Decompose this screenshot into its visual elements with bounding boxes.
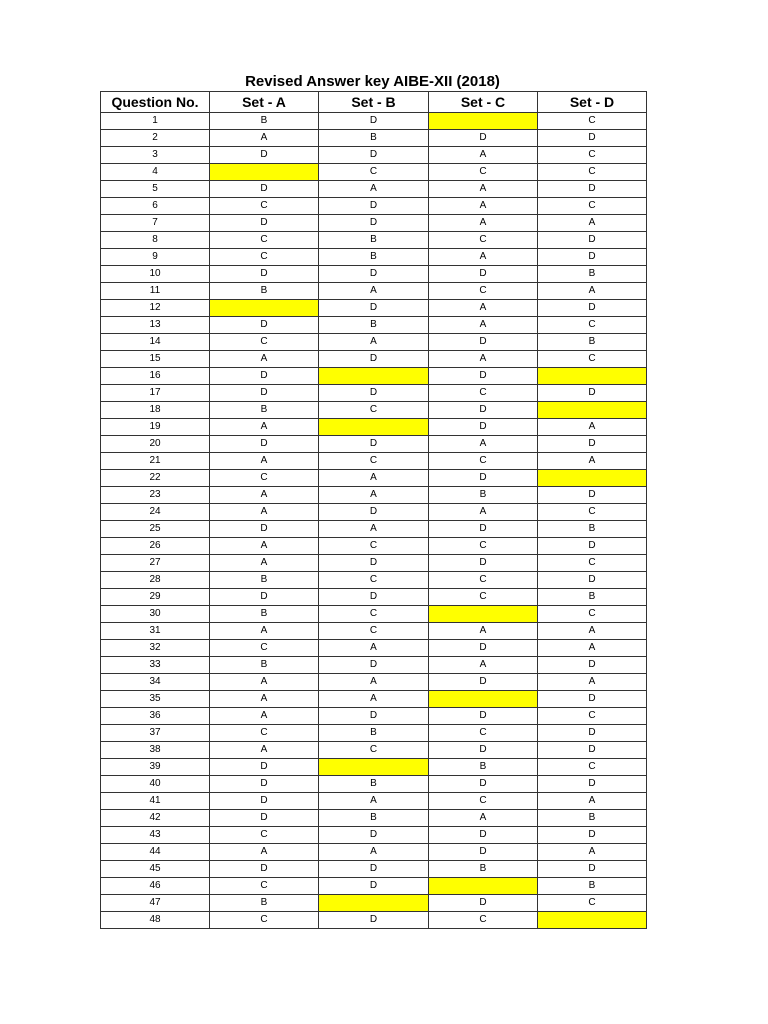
set-a-cell: B xyxy=(210,657,319,674)
table-row xyxy=(101,521,647,538)
question-no-cell: 42 xyxy=(101,810,210,827)
set-a-cell: C xyxy=(210,232,319,249)
set-a-cell: C xyxy=(210,912,319,929)
set-d-cell: C xyxy=(538,708,647,725)
highlighted-empty-cell xyxy=(538,470,647,487)
set-c-cell: A xyxy=(429,623,538,640)
table-row xyxy=(101,759,647,776)
set-c-cell: D xyxy=(429,895,538,912)
set-d-cell: D xyxy=(538,436,647,453)
question-no-cell: 46 xyxy=(101,878,210,895)
set-a-cell: A xyxy=(210,130,319,147)
question-no-cell: 22 xyxy=(101,470,210,487)
set-d-cell: C xyxy=(538,759,647,776)
table-row xyxy=(101,419,647,436)
set-d-cell: D xyxy=(538,691,647,708)
highlighted-empty-cell xyxy=(538,402,647,419)
set-c-cell: A xyxy=(429,147,538,164)
highlighted-empty-cell xyxy=(319,895,429,912)
set-a-cell: A xyxy=(210,844,319,861)
set-d-cell: C xyxy=(538,895,647,912)
question-no-cell: 26 xyxy=(101,538,210,555)
table-row xyxy=(101,640,647,657)
set-c-cell: D xyxy=(429,674,538,691)
set-b-cell: C xyxy=(319,742,429,759)
set-c-cell: D xyxy=(429,334,538,351)
set-d-cell: B xyxy=(538,589,647,606)
set-b-cell: A xyxy=(319,487,429,504)
question-no-cell: 43 xyxy=(101,827,210,844)
set-b-cell: D xyxy=(319,708,429,725)
set-d-cell: A xyxy=(538,793,647,810)
set-d-cell: B xyxy=(538,266,647,283)
question-no-cell: 45 xyxy=(101,861,210,878)
question-no-cell: 39 xyxy=(101,759,210,776)
set-b-cell: C xyxy=(319,453,429,470)
table-row xyxy=(101,589,647,606)
set-a-cell: D xyxy=(210,368,319,385)
set-d-cell: D xyxy=(538,742,647,759)
set-b-cell: D xyxy=(319,504,429,521)
set-d-cell: D xyxy=(538,861,647,878)
set-c-cell: C xyxy=(429,538,538,555)
table-row xyxy=(101,385,647,402)
set-c-cell: C xyxy=(429,453,538,470)
set-b-cell: A xyxy=(319,674,429,691)
question-no-cell: 11 xyxy=(101,283,210,300)
set-d-cell: D xyxy=(538,130,647,147)
set-c-cell: D xyxy=(429,640,538,657)
question-no-cell: 37 xyxy=(101,725,210,742)
question-no-cell: 27 xyxy=(101,555,210,572)
set-d-cell: A xyxy=(538,283,647,300)
question-no-cell: 19 xyxy=(101,419,210,436)
table-row xyxy=(101,232,647,249)
set-c-cell: B xyxy=(429,861,538,878)
table-row xyxy=(101,215,647,232)
set-d-cell: A xyxy=(538,640,647,657)
set-b-cell: D xyxy=(319,385,429,402)
set-c-cell: D xyxy=(429,521,538,538)
table-row xyxy=(101,606,647,623)
set-a-cell: D xyxy=(210,215,319,232)
set-c-cell: B xyxy=(429,759,538,776)
set-a-cell: D xyxy=(210,759,319,776)
set-c-cell: C xyxy=(429,164,538,181)
highlighted-empty-cell xyxy=(319,368,429,385)
set-d-cell: B xyxy=(538,878,647,895)
table-row xyxy=(101,436,647,453)
set-b-cell: B xyxy=(319,232,429,249)
set-d-cell: C xyxy=(538,198,647,215)
set-a-cell: B xyxy=(210,606,319,623)
set-b-cell: A xyxy=(319,521,429,538)
question-no-cell: 20 xyxy=(101,436,210,453)
table-row xyxy=(101,453,647,470)
question-no-cell: 30 xyxy=(101,606,210,623)
set-c-cell: A xyxy=(429,215,538,232)
set-b-cell: D xyxy=(319,147,429,164)
table-row xyxy=(101,470,647,487)
highlighted-empty-cell xyxy=(429,606,538,623)
question-no-cell: 5 xyxy=(101,181,210,198)
set-d-cell: D xyxy=(538,487,647,504)
table-row xyxy=(101,198,647,215)
set-b-cell: D xyxy=(319,657,429,674)
highlighted-empty-cell xyxy=(210,300,319,317)
set-b-cell: B xyxy=(319,317,429,334)
set-a-cell: D xyxy=(210,181,319,198)
question-no-cell: 4 xyxy=(101,164,210,181)
table-row xyxy=(101,181,647,198)
set-d-cell: C xyxy=(538,113,647,130)
highlighted-empty-cell xyxy=(429,878,538,895)
set-d-cell: B xyxy=(538,334,647,351)
set-d-cell: B xyxy=(538,521,647,538)
set-c-cell: D xyxy=(429,368,538,385)
set-a-cell: A xyxy=(210,419,319,436)
set-a-cell: A xyxy=(210,555,319,572)
page-title: Revised Answer key AIBE-XII (2018) xyxy=(245,73,500,90)
set-a-cell: A xyxy=(210,708,319,725)
set-a-cell: D xyxy=(210,317,319,334)
table-row xyxy=(101,113,647,130)
set-a-cell: D xyxy=(210,810,319,827)
set-d-cell: C xyxy=(538,351,647,368)
set-b-cell: D xyxy=(319,827,429,844)
set-b-cell: D xyxy=(319,436,429,453)
set-c-cell: D xyxy=(429,266,538,283)
question-no-cell: 24 xyxy=(101,504,210,521)
table-row xyxy=(101,827,647,844)
set-d-cell: D xyxy=(538,657,647,674)
set-a-cell: C xyxy=(210,334,319,351)
header-set-a: Set - A xyxy=(210,92,319,113)
set-a-cell: B xyxy=(210,572,319,589)
question-no-cell: 23 xyxy=(101,487,210,504)
set-a-cell: C xyxy=(210,878,319,895)
table-row xyxy=(101,708,647,725)
set-d-cell: A xyxy=(538,623,647,640)
set-c-cell: C xyxy=(429,793,538,810)
question-no-cell: 9 xyxy=(101,249,210,266)
question-no-cell: 35 xyxy=(101,691,210,708)
set-d-cell: D xyxy=(538,300,647,317)
table-row xyxy=(101,725,647,742)
set-d-cell: C xyxy=(538,504,647,521)
table-row xyxy=(101,300,647,317)
table-row xyxy=(101,130,647,147)
table-row xyxy=(101,164,647,181)
set-b-cell: D xyxy=(319,300,429,317)
set-d-cell: A xyxy=(538,419,647,436)
set-b-cell: D xyxy=(319,198,429,215)
highlighted-empty-cell xyxy=(429,113,538,130)
question-no-cell: 34 xyxy=(101,674,210,691)
set-c-cell: C xyxy=(429,385,538,402)
set-d-cell: D xyxy=(538,538,647,555)
table-row xyxy=(101,368,647,385)
set-c-cell: A xyxy=(429,504,538,521)
set-a-cell: D xyxy=(210,521,319,538)
question-no-cell: 16 xyxy=(101,368,210,385)
set-a-cell: A xyxy=(210,453,319,470)
question-no-cell: 44 xyxy=(101,844,210,861)
set-d-cell: D xyxy=(538,725,647,742)
set-d-cell: D xyxy=(538,232,647,249)
set-b-cell: D xyxy=(319,589,429,606)
set-b-cell: D xyxy=(319,351,429,368)
set-a-cell: B xyxy=(210,895,319,912)
question-no-cell: 48 xyxy=(101,912,210,929)
question-no-cell: 21 xyxy=(101,453,210,470)
question-no-cell: 14 xyxy=(101,334,210,351)
set-a-cell: D xyxy=(210,385,319,402)
set-c-cell: D xyxy=(429,742,538,759)
question-no-cell: 28 xyxy=(101,572,210,589)
set-b-cell: A xyxy=(319,470,429,487)
set-d-cell: D xyxy=(538,572,647,589)
table-row xyxy=(101,912,647,929)
set-c-cell: D xyxy=(429,844,538,861)
set-a-cell: D xyxy=(210,147,319,164)
set-c-cell: C xyxy=(429,232,538,249)
set-c-cell: D xyxy=(429,130,538,147)
set-d-cell: A xyxy=(538,674,647,691)
set-b-cell: C xyxy=(319,606,429,623)
table-row xyxy=(101,351,647,368)
set-c-cell: B xyxy=(429,487,538,504)
question-no-cell: 15 xyxy=(101,351,210,368)
set-a-cell: A xyxy=(210,504,319,521)
table-row xyxy=(101,742,647,759)
set-b-cell: A xyxy=(319,640,429,657)
table-row xyxy=(101,674,647,691)
table-row xyxy=(101,623,647,640)
set-a-cell: A xyxy=(210,351,319,368)
table-row xyxy=(101,249,647,266)
question-no-cell: 10 xyxy=(101,266,210,283)
question-no-cell: 29 xyxy=(101,589,210,606)
set-b-cell: B xyxy=(319,249,429,266)
set-b-cell: D xyxy=(319,215,429,232)
set-d-cell: C xyxy=(538,164,647,181)
table-row xyxy=(101,283,647,300)
set-a-cell: B xyxy=(210,402,319,419)
set-c-cell: D xyxy=(429,555,538,572)
set-a-cell: D xyxy=(210,793,319,810)
set-d-cell: B xyxy=(538,810,647,827)
set-b-cell: D xyxy=(319,113,429,130)
table-row xyxy=(101,844,647,861)
set-a-cell: C xyxy=(210,198,319,215)
highlighted-empty-cell xyxy=(319,419,429,436)
set-d-cell: A xyxy=(538,453,647,470)
set-b-cell: A xyxy=(319,691,429,708)
question-no-cell: 12 xyxy=(101,300,210,317)
table-row xyxy=(101,504,647,521)
header-set-d: Set - D xyxy=(538,92,647,113)
set-c-cell: A xyxy=(429,810,538,827)
question-no-cell: 13 xyxy=(101,317,210,334)
set-d-cell: C xyxy=(538,317,647,334)
question-no-cell: 32 xyxy=(101,640,210,657)
set-c-cell: D xyxy=(429,402,538,419)
set-b-cell: C xyxy=(319,538,429,555)
table-row xyxy=(101,878,647,895)
header-set-c: Set - C xyxy=(429,92,538,113)
question-no-cell: 31 xyxy=(101,623,210,640)
table-row xyxy=(101,895,647,912)
set-a-cell: A xyxy=(210,623,319,640)
set-a-cell: D xyxy=(210,776,319,793)
set-c-cell: A xyxy=(429,198,538,215)
set-a-cell: C xyxy=(210,725,319,742)
set-b-cell: C xyxy=(319,623,429,640)
set-d-cell: A xyxy=(538,844,647,861)
table-row xyxy=(101,538,647,555)
set-d-cell: D xyxy=(538,181,647,198)
table-row xyxy=(101,810,647,827)
set-a-cell: A xyxy=(210,538,319,555)
set-b-cell: C xyxy=(319,402,429,419)
set-c-cell: D xyxy=(429,470,538,487)
highlighted-empty-cell xyxy=(538,368,647,385)
answer-key-table xyxy=(100,91,647,929)
set-a-cell: B xyxy=(210,113,319,130)
set-a-cell: A xyxy=(210,487,319,504)
table-row xyxy=(101,861,647,878)
set-a-cell: D xyxy=(210,436,319,453)
question-no-cell: 8 xyxy=(101,232,210,249)
set-a-cell: D xyxy=(210,589,319,606)
table-row xyxy=(101,691,647,708)
set-a-cell: C xyxy=(210,827,319,844)
table-row xyxy=(101,266,647,283)
set-c-cell: A xyxy=(429,317,538,334)
highlighted-empty-cell xyxy=(538,912,647,929)
header-row xyxy=(101,92,647,113)
set-a-cell: B xyxy=(210,283,319,300)
question-no-cell: 1 xyxy=(101,113,210,130)
set-b-cell: A xyxy=(319,283,429,300)
set-b-cell: A xyxy=(319,334,429,351)
question-no-cell: 25 xyxy=(101,521,210,538)
set-b-cell: C xyxy=(319,164,429,181)
highlighted-empty-cell xyxy=(319,759,429,776)
header-set-b: Set - B xyxy=(319,92,429,113)
table-row xyxy=(101,657,647,674)
header-question-no: Question No. xyxy=(101,92,210,113)
question-no-cell: 6 xyxy=(101,198,210,215)
set-a-cell: A xyxy=(210,691,319,708)
set-c-cell: A xyxy=(429,249,538,266)
table-row xyxy=(101,776,647,793)
set-b-cell: B xyxy=(319,725,429,742)
set-c-cell: C xyxy=(429,589,538,606)
question-no-cell: 18 xyxy=(101,402,210,419)
set-d-cell: C xyxy=(538,606,647,623)
set-d-cell: C xyxy=(538,555,647,572)
set-a-cell: D xyxy=(210,861,319,878)
set-b-cell: A xyxy=(319,793,429,810)
set-d-cell: C xyxy=(538,147,647,164)
set-c-cell: D xyxy=(429,419,538,436)
set-b-cell: D xyxy=(319,861,429,878)
table-row xyxy=(101,793,647,810)
set-b-cell: B xyxy=(319,776,429,793)
set-a-cell: D xyxy=(210,266,319,283)
table-row xyxy=(101,555,647,572)
question-no-cell: 3 xyxy=(101,147,210,164)
question-no-cell: 38 xyxy=(101,742,210,759)
question-no-cell: 17 xyxy=(101,385,210,402)
set-d-cell: D xyxy=(538,249,647,266)
set-b-cell: D xyxy=(319,555,429,572)
set-a-cell: C xyxy=(210,249,319,266)
set-b-cell: D xyxy=(319,878,429,895)
set-b-cell: B xyxy=(319,810,429,827)
set-b-cell: C xyxy=(319,572,429,589)
set-a-cell: A xyxy=(210,674,319,691)
question-no-cell: 2 xyxy=(101,130,210,147)
table-row xyxy=(101,147,647,164)
set-c-cell: C xyxy=(429,725,538,742)
set-c-cell: D xyxy=(429,708,538,725)
table-row xyxy=(101,402,647,419)
set-b-cell: A xyxy=(319,181,429,198)
set-d-cell: D xyxy=(538,385,647,402)
set-d-cell: D xyxy=(538,776,647,793)
set-d-cell: D xyxy=(538,827,647,844)
highlighted-empty-cell xyxy=(429,691,538,708)
set-c-cell: C xyxy=(429,912,538,929)
table-row xyxy=(101,487,647,504)
question-no-cell: 36 xyxy=(101,708,210,725)
table-row xyxy=(101,317,647,334)
set-b-cell: D xyxy=(319,266,429,283)
set-c-cell: A xyxy=(429,300,538,317)
set-a-cell: C xyxy=(210,470,319,487)
set-b-cell: B xyxy=(319,130,429,147)
question-no-cell: 33 xyxy=(101,657,210,674)
question-no-cell: 47 xyxy=(101,895,210,912)
highlighted-empty-cell xyxy=(210,164,319,181)
set-b-cell: A xyxy=(319,844,429,861)
table-row xyxy=(101,334,647,351)
table-row xyxy=(101,572,647,589)
set-c-cell: C xyxy=(429,572,538,589)
question-no-cell: 40 xyxy=(101,776,210,793)
set-c-cell: C xyxy=(429,283,538,300)
set-a-cell: A xyxy=(210,742,319,759)
set-d-cell: A xyxy=(538,215,647,232)
set-c-cell: A xyxy=(429,351,538,368)
set-c-cell: A xyxy=(429,436,538,453)
set-c-cell: A xyxy=(429,657,538,674)
set-c-cell: D xyxy=(429,776,538,793)
table-body xyxy=(101,113,647,929)
set-c-cell: A xyxy=(429,181,538,198)
set-c-cell: D xyxy=(429,827,538,844)
question-no-cell: 41 xyxy=(101,793,210,810)
set-a-cell: C xyxy=(210,640,319,657)
question-no-cell: 7 xyxy=(101,215,210,232)
set-b-cell: D xyxy=(319,912,429,929)
